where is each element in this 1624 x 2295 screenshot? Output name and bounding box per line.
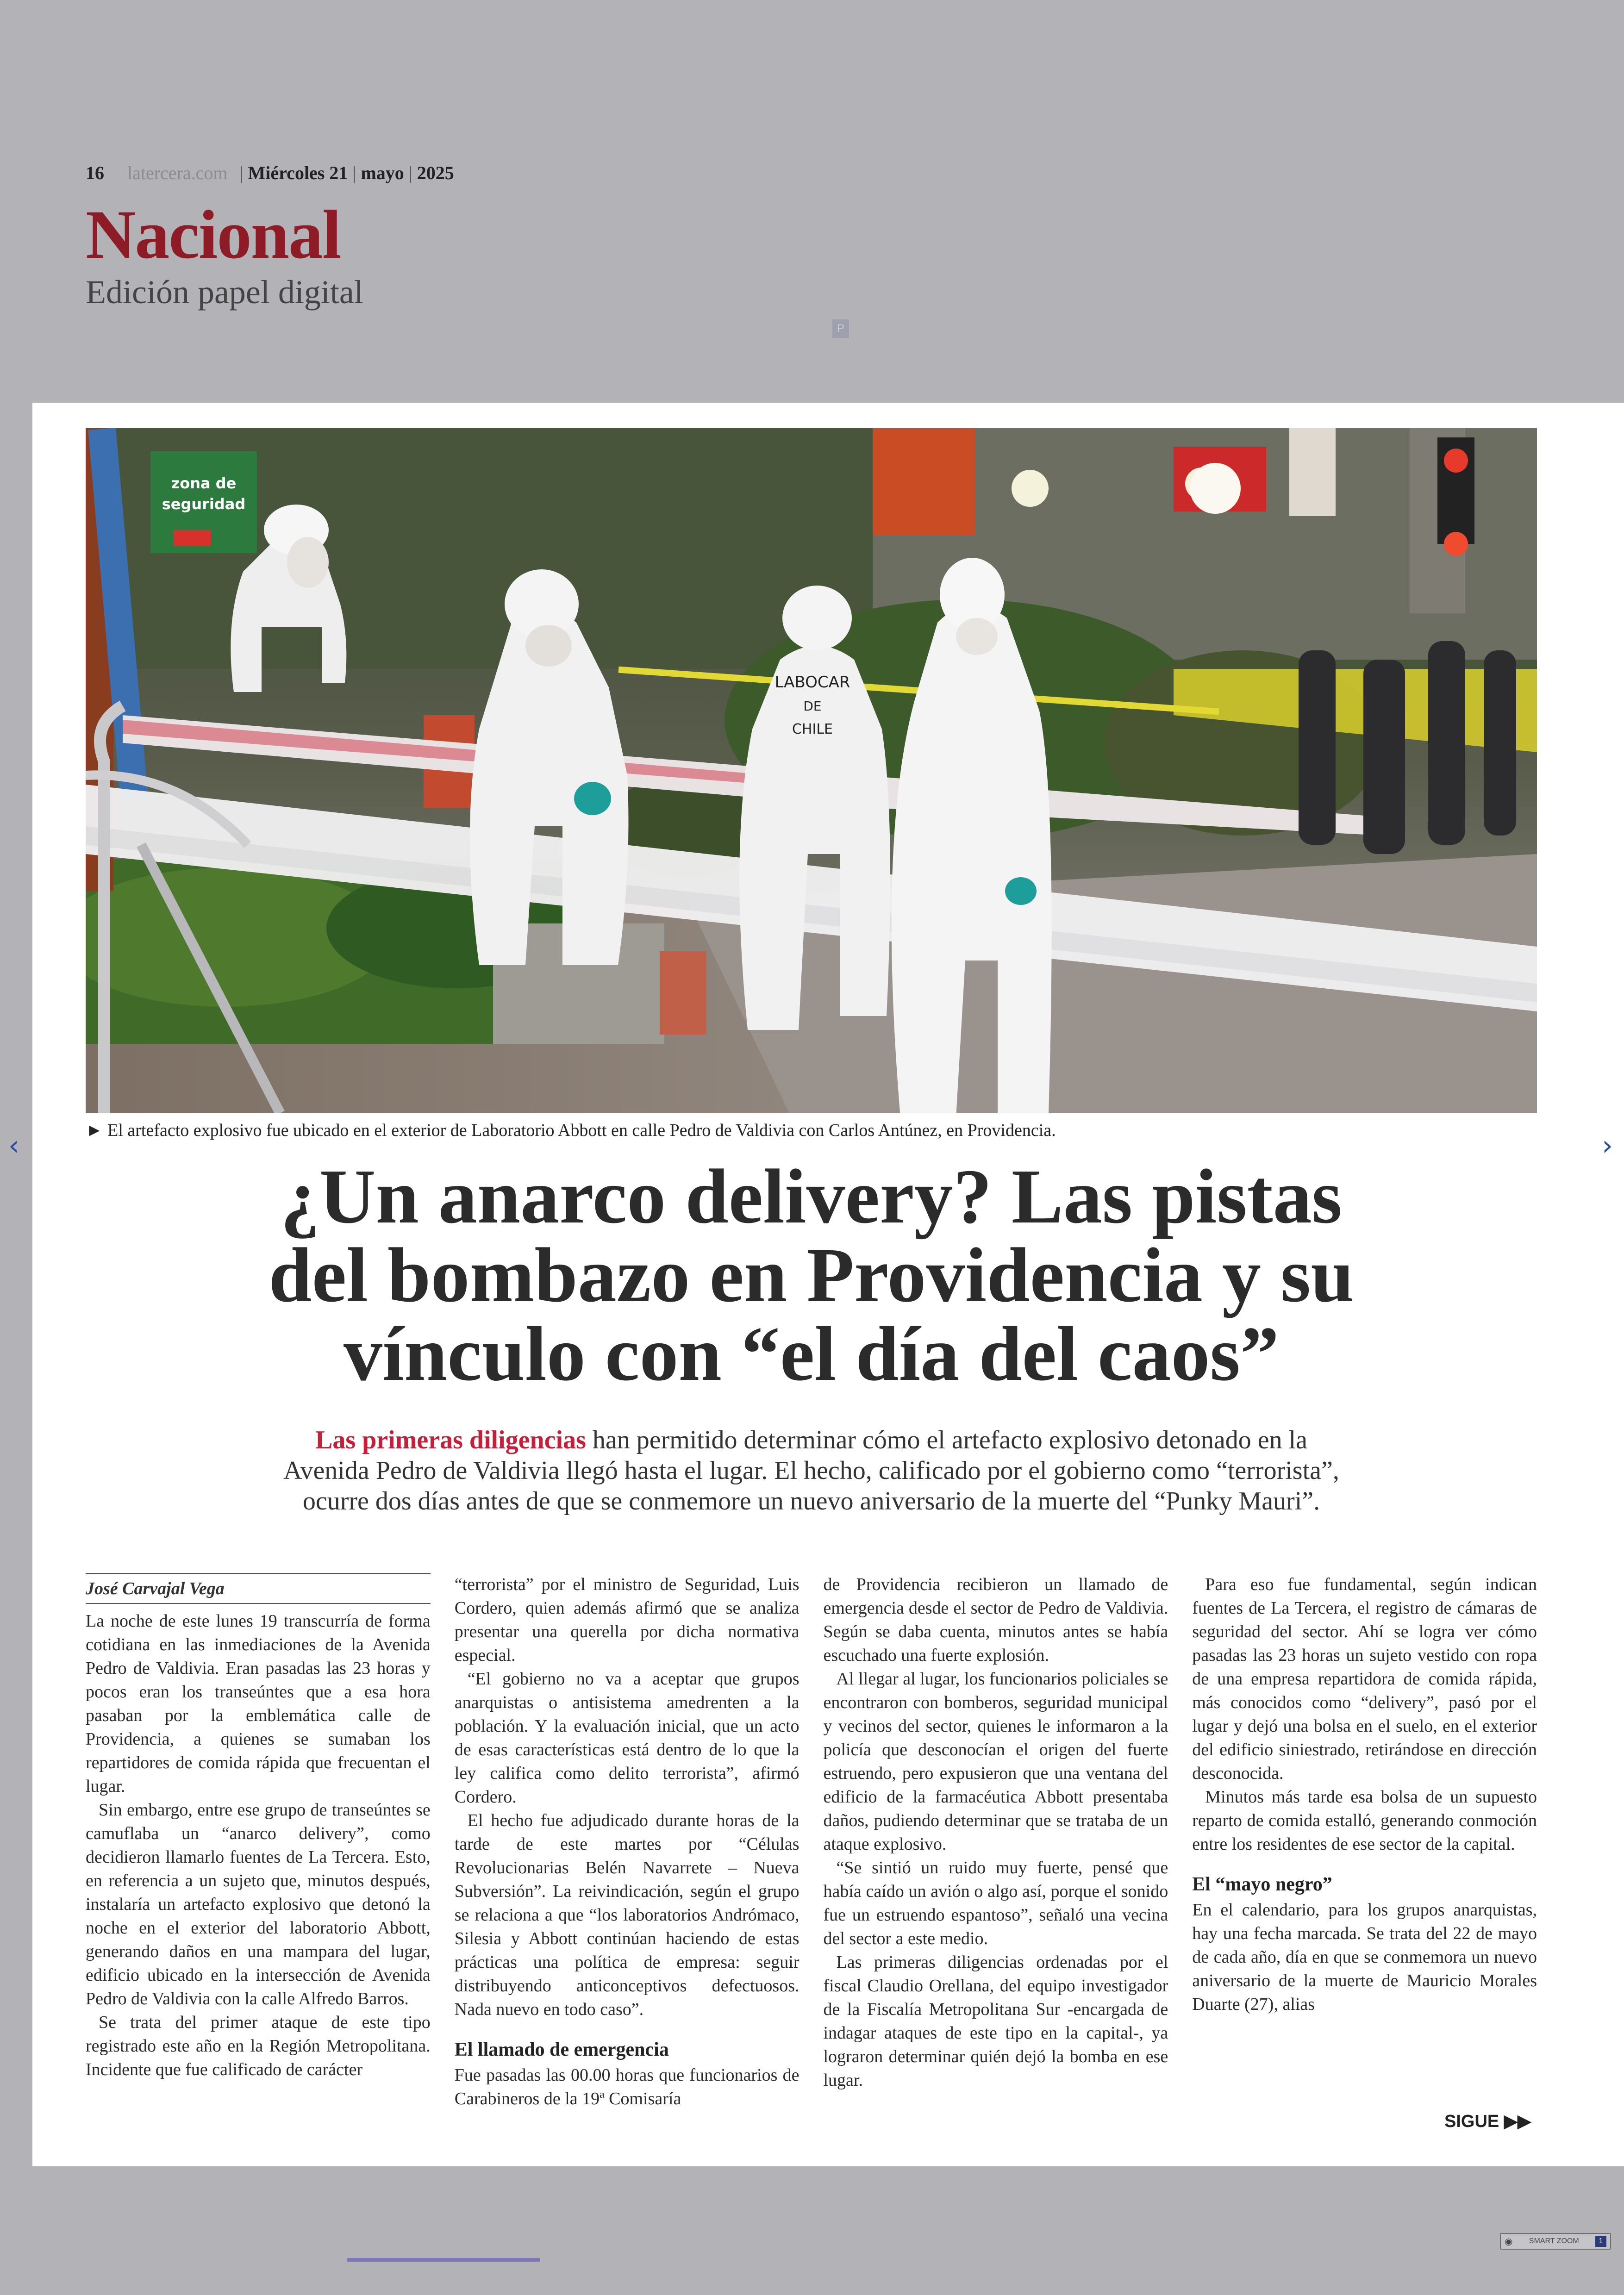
column-3 <box>824 1573 1168 2111</box>
page-progress-fill <box>347 2258 540 2262</box>
smart-zoom-button[interactable] <box>1500 2233 1611 2250</box>
paragraph: El hecho fue adjudicado durante horas de la tarde de este martes por “Células Revolucionarias Belén Navarrete – Nueva Subversión”. La reivindicación, según el grupo se relaciona a que “los laboratorios Andrómaco, Silesia y Abbott continúan haciendo de estas prácticas una política de empresa: seguir distribuyendo anticonceptivos defectuosos. Nada nuevo en todo caso”. <box>454 1811 800 2019</box>
column-1 <box>86 1573 431 2111</box>
site-name: latercera.com <box>127 162 228 183</box>
deck-lead: Las primeras diligencias <box>315 1426 586 1454</box>
chevron-left-icon[interactable]: ‹ <box>8 1129 19 1162</box>
subhead-black-may: El “mayo negro” <box>1192 1874 1332 1895</box>
paragraph: En el calendario, para los grupos anarquistas, hay una fecha marcada. Se trata del 22 de mayo de cada año, día en que se conmemora un nuevo aniversario de la muerte de Mauricio Morales Duarte (27), alias <box>1192 1900 1537 2014</box>
edition-label: Edición papel digital <box>86 274 363 311</box>
photo-caption: ► El artefacto explosivo fue ubicado en el exterior de Laboratorio Abbott en calle Pedro de Valdivia con Carlos Antúnez, en Providencia. <box>86 1121 1056 1140</box>
byline: José Carvajal Vega <box>86 1573 431 1604</box>
article-body <box>86 1573 1537 2111</box>
date-year: 2025 <box>417 162 454 183</box>
smart-zoom-label: SMART ZOOM <box>1529 2237 1579 2245</box>
chevron-right-icon[interactable]: › <box>1602 1129 1613 1162</box>
paragraph: Fue pasadas las 00.00 horas que funcionarios de Carabineros de la 19ª Comisaría <box>454 2065 800 2108</box>
paragraph: Al llegar al lugar, los funcionarios policiales se encontraron con bomberos, seguridad municipal y vecinos del sector, quienes le informaron a la policía que desconocían el origen del fuerte estruendo, pero expusieron que una ventana del edificio de la farmacéutica Abbott presentaba daños, pudiendo determinar que se trataba de un ataque explosivo. <box>823 1669 1168 1854</box>
page-number: 16 <box>86 162 104 183</box>
article-photo <box>86 428 1537 1113</box>
continue-label[interactable]: SIGUE ▶▶ <box>1444 2112 1531 2131</box>
page-progress-bar[interactable] <box>347 2258 1273 2262</box>
paragraph: Las primeras diligencias ordenadas por el fiscal Claudio Orellana, del equipo investigador de la Fiscalía Metropolitana Sur -encargada de indagar ataques de este tipo en la capital-, ya lograron determinar quién dejó la bomba en ese lugar. <box>823 1952 1168 2090</box>
smart-zoom-page: 1 <box>1595 2236 1606 2247</box>
paragraph: Minutos más tarde esa bolsa de un supuesto reparto de comida estalló, generando conmoción entre los residentes de ese sector de la capital. <box>1192 1787 1537 1854</box>
svg-text:CHILE: CHILE <box>792 721 833 737</box>
section-title: Nacional <box>86 196 341 273</box>
subhead-emergency-call: El llamado de emergencia <box>454 2039 669 2060</box>
date-month: mayo <box>361 162 404 183</box>
paragraph: “terrorista” por el ministro de Seguridad, Luis Cordero, quien además afirmó que se analiza presentar una querella por dicha normativa especial. <box>454 1575 800 1665</box>
svg-text:LABOCAR: LABOCAR <box>775 673 850 692</box>
paragraph: “Se sintió un ruido muy fuerte, pensé que había caído un avión o algo así, porque el sonido fue un estruendo espantoso”, señaló una vecina del sector a este medio. <box>823 1858 1168 1948</box>
forensic-scene-image <box>86 428 1537 1113</box>
article-headline: ¿Un anarco delivery? Las pistas del bombazo en Providencia y su vínculo con “el día del caos” <box>269 1154 1354 1397</box>
column-4 <box>1192 1573 1537 2111</box>
date-day: Miércoles 21 <box>248 162 348 183</box>
paragraph: Sin embargo, entre ese grupo de transeúntes se camuflaba un “anarco delivery”, como decidieron llamarlo fuentes de La Tercera. Esto, en referencia a un sujeto que, minutos después, instalaría un artefacto explosivo que detonó la noche en el exterior del laboratorio Abbott, generando daños en una mampara del lugar, edificio ubicado en la intersección de Avenida Pedro de Valdivia con la calle Alfredo Barros. <box>86 1800 431 2008</box>
article-deck: Las primeras diligencias han permitido determinar cómo el artefacto explosivo detonado en la Avenida Pedro de Valdivia llegó hasta el lugar. El hecho, calificado por el gobierno como “terrorista”, ocurre dos días antes de que se conmemore un nuevo aniversario de la muerte del “Punky Mauri”. <box>283 1426 1339 1515</box>
page-marker: P <box>832 319 849 338</box>
paragraph: La noche de este lunes 19 transcurría de forma cotidiana en las inmediaciones de la Avenida Pedro de Valdivia. Eran pasadas las 23 horas y pocos eran los transeúntes que a esa hora pasaban por la emblemática calle de Providencia, a quienes se sumaban los repartidores de comida rápida que frecuentan el lugar. <box>86 1611 431 1796</box>
svg-text:DE: DE <box>803 698 822 714</box>
paragraph: “El gobierno no va a aceptar que grupos anarquistas o antisistema amedrenten a la población. Y la evaluación inicial, que un acto de esas características está dentro de lo que la ley califica como delito terrorista”, afirmó Cordero. <box>454 1669 800 1807</box>
column-2 <box>455 1573 800 2111</box>
paragraph: de Providencia recibieron un llamado de emergencia desde el sector de Pedro de Valdivia. Según se daba cuenta, minutos antes se había escuchado una fuerte explosión. <box>823 1575 1168 1665</box>
header-dateline: 16 latercera.com | Miércoles 21 | mayo | 2025 <box>86 162 454 183</box>
safety-zone-sign: zona de <box>171 474 237 492</box>
eye-icon: ◉ <box>1505 2236 1513 2247</box>
safety-zone-sign-2: seguridad <box>162 495 246 513</box>
paragraph: Para eso fue fundamental, según indican fuentes de La Tercera, el registro de cámaras de seguridad del sector. Ahí se logra ver cómo pasadas las 23 horas un sujeto vestido con ropa de una empresa repartidora de comida rápida, más conocidos como “delivery”, pasó por el lugar y dejó una bolsa en el suelo, en el exterior del edificio siniestrado, retirándose en dirección desconocida. <box>1192 1575 1537 1783</box>
paragraph: Se trata del primer ataque de este tipo registrado este año en la Región Metropolitana. Incidente que fue calificado de carácter <box>86 2013 431 2079</box>
